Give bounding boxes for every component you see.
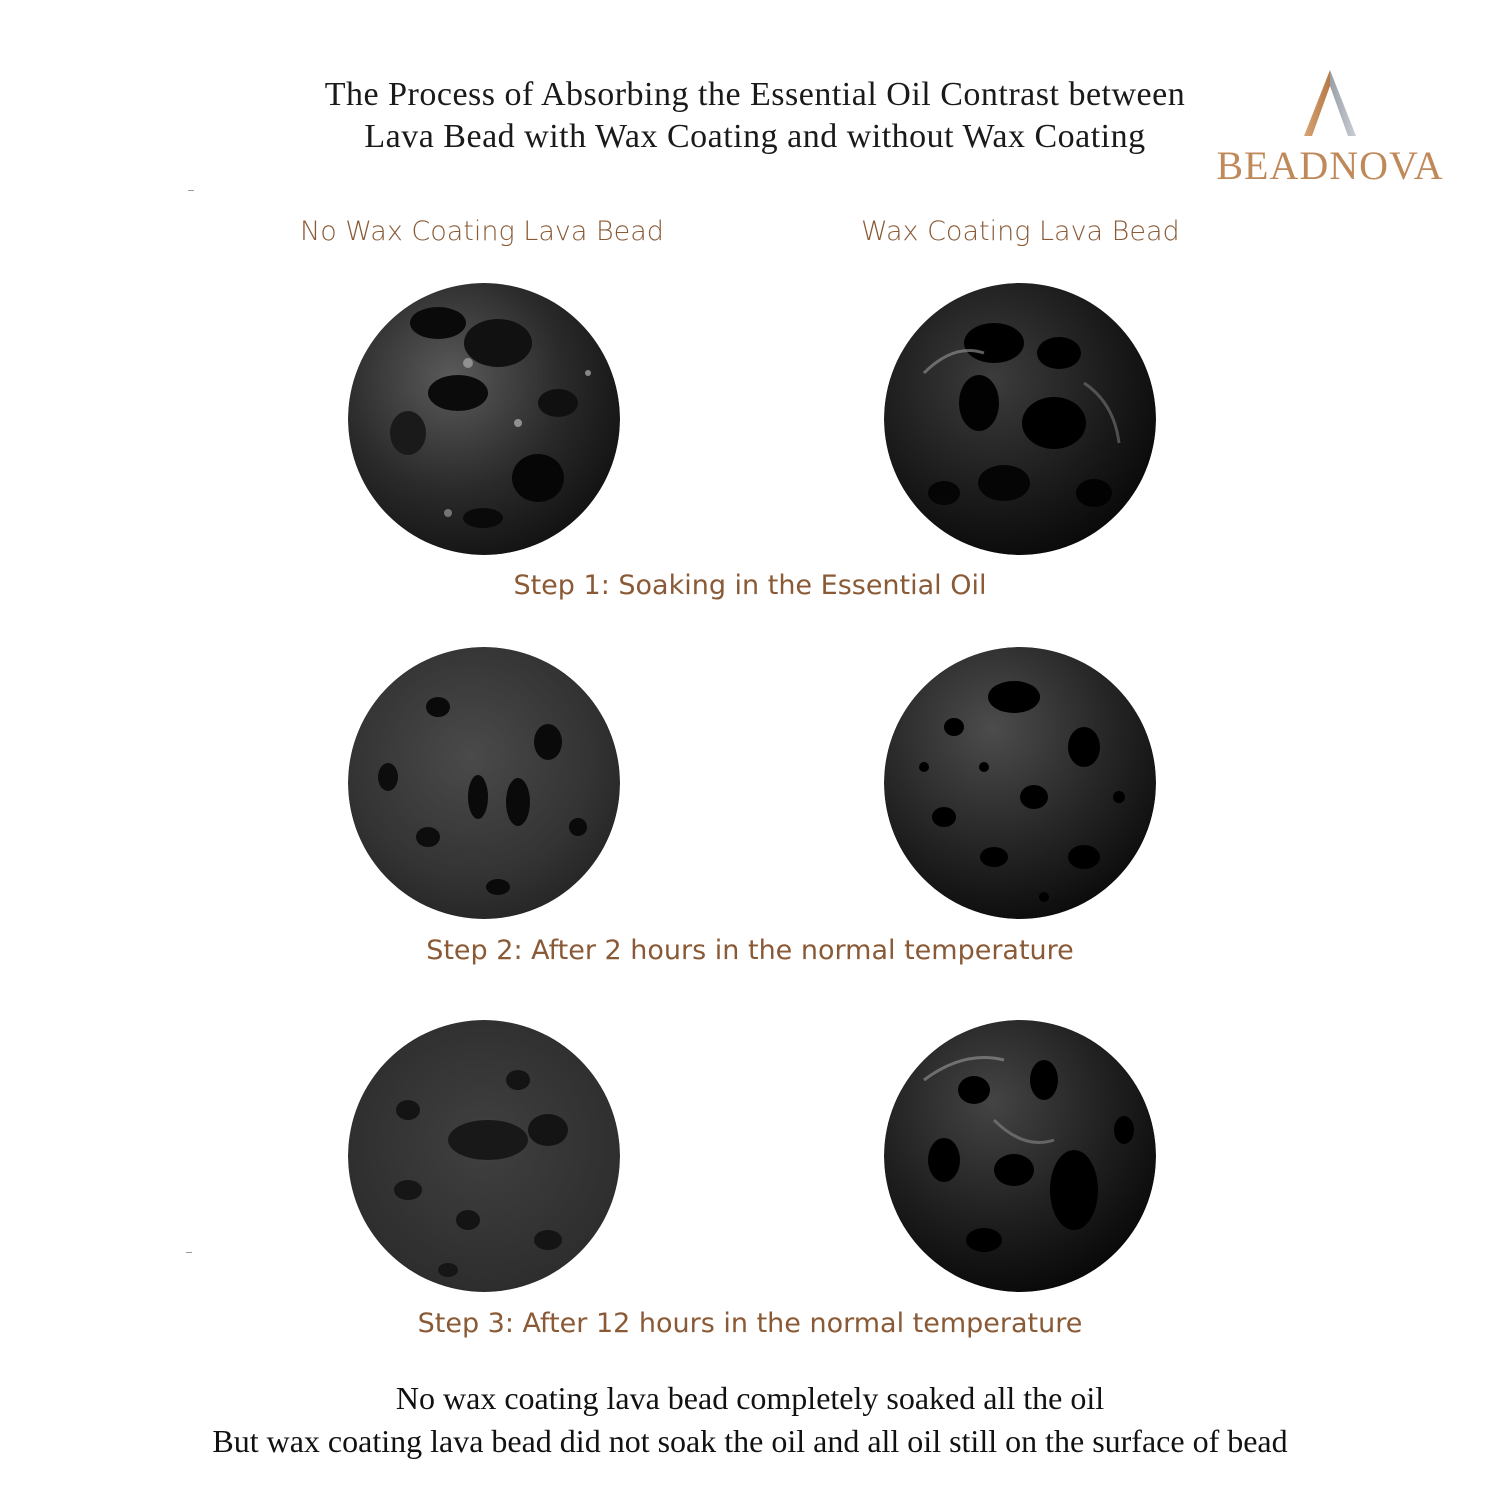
bead-no-wax-step-3 <box>348 1020 620 1292</box>
title-line-2: Lava Bead with Wax Coating and without Wax Coating <box>364 118 1146 155</box>
bead-wax-step-1 <box>884 283 1156 555</box>
bead-wax-step-3 <box>884 1020 1156 1292</box>
logo-text: BEADNOVA <box>1216 143 1444 188</box>
step-1-label: Step 1: Soaking in the Essential Oil <box>513 570 987 601</box>
step-3-label: Step 3: After 12 hours in the normal temperature <box>417 1308 1083 1339</box>
page-title <box>250 74 1260 158</box>
bead-wax-step-2 <box>884 647 1156 919</box>
brand-logo <box>1205 70 1455 190</box>
decorative-speck <box>186 1252 192 1253</box>
column-label-no-wax: No Wax Coating Lava Bead <box>300 216 664 247</box>
conclusion-line-1: No wax coating lava bead completely soaked all the oil <box>395 1380 1105 1416</box>
bead-no-wax-step-1 <box>348 283 620 555</box>
logo-mark-icon <box>1302 70 1358 136</box>
decorative-speck <box>188 190 194 191</box>
title-line-1: The Process of Absorbing the Essential Oil Contrast between <box>324 76 1186 113</box>
bead-no-wax-step-2 <box>348 647 620 919</box>
conclusion-line-2: But wax coating lava bead did not soak the oil and all oil still on the surface of bead <box>212 1423 1288 1459</box>
step-2-label: Step 2: After 2 hours in the normal temperature <box>426 935 1074 966</box>
column-label-wax: Wax Coating Lava Bead <box>861 216 1180 247</box>
